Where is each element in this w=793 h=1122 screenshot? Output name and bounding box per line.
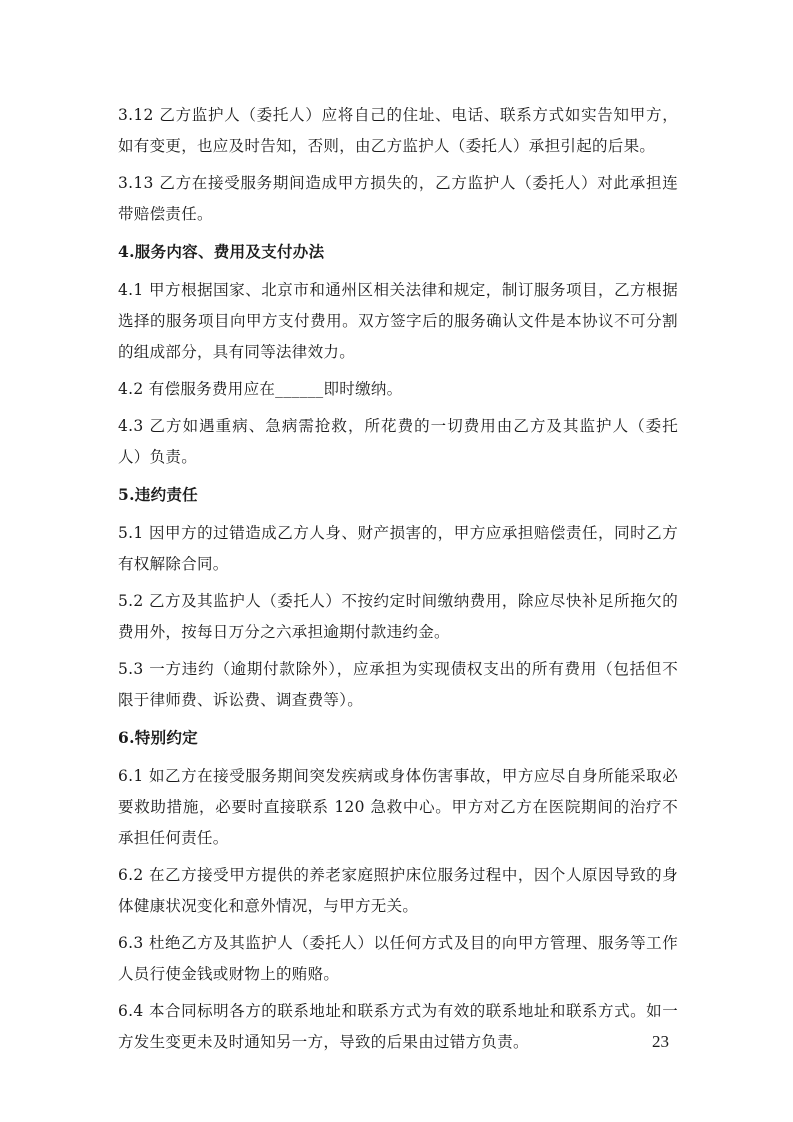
clause-5-3: 5.3 一方违约（逾期付款除外），应承担为实现债权支出的所有费用（包括但不限于律师费、诉讼费、调查费等）。 [118,660,678,709]
clause-3-13: 3.13 乙方在接受服务期间造成甲方损失的，乙方监护人（委托人）对此承担连带赔偿责任。 [118,174,678,223]
clause-6-2: 6.2 在乙方接受甲方提供的养老家庭照护床位服务过程中，因个人原因导致的身体健康状况变化和意外情况，与甲方无关。 [118,866,678,915]
clause-6-3: 6.3 杜绝乙方及其监护人（委托人）以任何方式及目的向甲方管理、服务等工作人员行使金钱或财物上的贿赂。 [118,934,678,983]
clause-3-12: 3.12 乙方监护人（委托人）应将自己的住址、电话、联系方式如实告知甲方，如有变更，也应及时告知，否则，由乙方监护人（委托人）承担引起的后果。 [118,106,678,155]
clause-4-1: 4.1 甲方根据国家、北京市和通州区相关法律和规定，制订服务项目，乙方根据选择的服务项目向甲方支付费用。双方签字后的服务确认文件是本协议不可分割的组成部分，具有同等法律效力。 [118,281,678,361]
clause-6-4: 6.4 本合同标明各方的联系地址和联系方式为有效的联系地址和联系方式。如一方发生变更未及时通知另一方，导致的后果由过错方负责。 [118,1002,678,1051]
clause-5-1: 5.1 因甲方的过错造成乙方人身、财产损害的，甲方应承担赔偿责任，同时乙方有权解除合同。 [118,524,678,573]
clause-4-2: 4.2 有偿服务费用应在______即时缴纳。 [118,380,403,398]
section-heading-5: 5.违约责任 [118,485,198,504]
page-number: 23 [652,1032,669,1051]
document-body [118,100,678,1064]
clause-4-3: 4.3 乙方如遇重病、急病需抢救，所花费的一切费用由乙方及其监护人（委托人）负责。 [118,417,678,466]
section-heading-6: 6.特别约定 [118,728,198,747]
clause-5-2: 5.2 乙方及其监护人（委托人）不按约定时间缴纳费用，除应尽快补足所拖欠的费用外，按每日万分之六承担逾期付款违约金。 [118,592,678,641]
clause-6-1: 6.1 如乙方在接受服务期间突发疾病或身体伤害事故，甲方应尽自身所能采取必要救助措施，必要时直接联系 120 急救中心。甲方对乙方在医院期间的治疗不承担任何责任。 [118,767,678,847]
section-heading-4: 4.服务内容、费用及支付办法 [118,242,325,261]
